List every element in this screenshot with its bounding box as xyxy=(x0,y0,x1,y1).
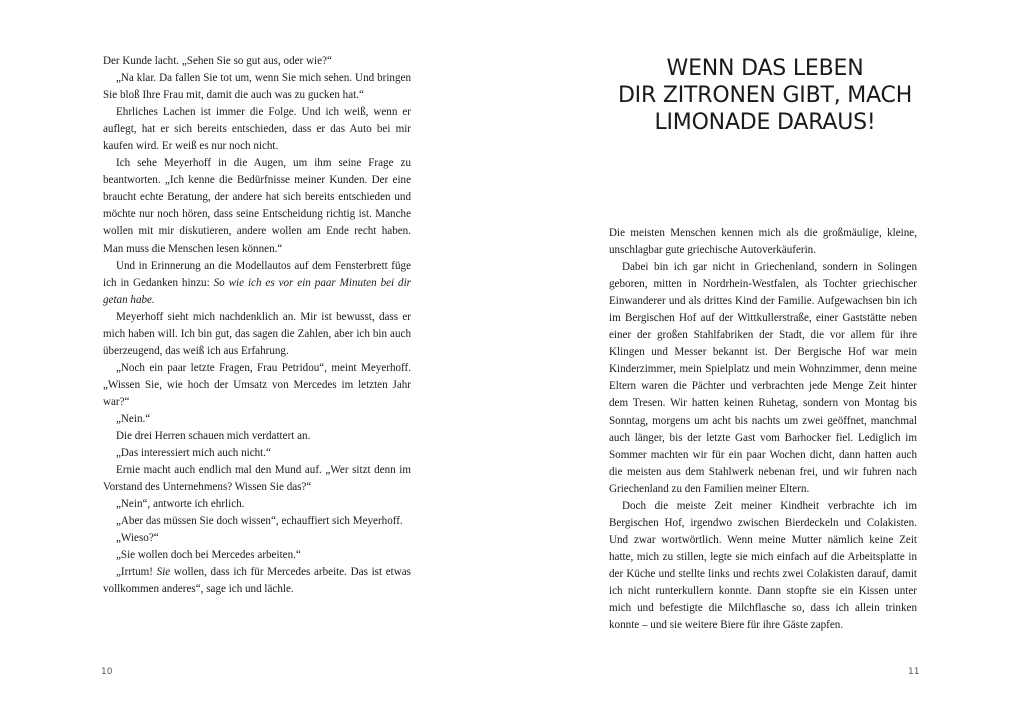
italic-word: Sie xyxy=(156,566,171,579)
paragraph: „Nein“, antworte ich ehrlich. xyxy=(116,498,245,511)
chapter-title-line: LIMONADE DARAUS! xyxy=(654,110,876,135)
left-body-text xyxy=(103,53,411,599)
paragraph: „Sie wollen doch bei Mercedes arbeiten.“ xyxy=(116,549,301,562)
right-page xyxy=(510,0,1020,721)
paragraph: Der Kunde lacht. „Sehen Sie so gut aus, oder wie?“ xyxy=(103,55,332,67)
right-body-text xyxy=(609,225,917,634)
paragraph: Ich sehe Meyerhoff in die Augen, um ihm seine Frage zu beantworten. „Ich kenne die Bedürfnisse meiner Kunden. Der eine braucht echte Beratung, der andere hat sich bereits entschieden und möchte nur noch hören, dass seine Entscheidung richtig ist. Manche wollen mit mir diskutieren, andere wollen am Ende recht haben. Man muss die Menschen lesen können.“ xyxy=(103,157,411,255)
chapter-title-line: WENN DAS LEBEN xyxy=(666,56,864,81)
paragraph-text: Und in Erinnerung an die Modellautos auf dem Fensterbrett füge ich in Gedanken hinzu: xyxy=(103,259,411,289)
paragraph: „Nein.“ xyxy=(116,412,151,425)
paragraph: Die drei Herren schauen mich verdattert an. xyxy=(116,430,311,443)
paragraph: Doch die meiste Zeit meiner Kindheit verbrachte ich im Bergischen Hof, irgendwo zwischen Bierdeckeln und Colakisten. Und zwar wortwörtlich. Wenn meine Mutter nämlich keine Zeit hatte, mich zu stillen, legte sie mich einfach auf die Arbeitsplatte in der Küche und stellte links und rechts zwei Colakisten darauf, damit ich nicht runterkullern konnte. Dann stopfte sie ein Kissen unter mich und befestigte die Milchflasche so, dass ich allein trinken konnte – und sie weitere Biere für ihre Gäste zapfen. xyxy=(609,499,917,632)
italic-thought: So wie ich es vor ein paar Minuten bei dir getan habe. xyxy=(103,276,411,306)
paragraph: Ehrliches Lachen ist immer die Folge. Und ich weiß, wenn er auflegt, hat er sich bereits entschieden, dass er das Auto bei mir kaufen wird. Er weiß es nur noch nicht. xyxy=(103,106,411,153)
paragraph-text: „Irrtum! xyxy=(116,566,157,579)
chapter-title xyxy=(550,55,980,136)
paragraph: „Na klar. Da fallen Sie tot um, wenn Sie mich sehen. Und bringen Sie bloß Ihre Frau mit, damit die auch was zu gucken hat.“ xyxy=(103,72,411,102)
paragraph: „Wieso?“ xyxy=(116,532,159,545)
paragraph: Dabei bin ich gar nicht in Griechenland, sondern in Solingen geboren, mitten in Nordrhein-Westfalen, als Tochter griechischer Einwanderer und als drittes Kind der Familie. Aufgewachsen bin ich im Bergischen Hof auf der Wittkullerstraße, einer Gaststätte neben einer der großen Stahlfabriken der Stadt, die vor allem für ihre Klingen und Messer bekannt ist. Der Bergische Hof war mein Kinderzimmer, mein Spielplatz und mein Wohnzimmer, denn meine Eltern waren die Pächter und verbrachten jede Menge Zeit hinter dem Tresen. Wir hatten keinen Ruhetag, sondern von Montag bis Sonntag, morgens um acht bis nachts um zwei geöffnet, manchmal auch länger, bis der letzte Gast vom Barhocker fiel. Lediglich im Sommer machten wir für ein paar Wochen dicht, dann hatten auch die meisten aus dem Stahlwerk nebenan frei, und wir fuhren nach Griechenland zu den Familien meiner Eltern. xyxy=(609,261,917,495)
chapter-title-line: DIR ZITRONEN GIBT, MACH xyxy=(617,83,913,108)
page-number-right: 11 xyxy=(908,667,920,677)
paragraph: „Das interessiert mich auch nicht.“ xyxy=(116,447,271,460)
page-number-left: 10 xyxy=(101,667,113,677)
paragraph: Die meisten Menschen kennen mich als die großmäulige, kleine, unschlagbar gute griechische Autoverkäuferin. xyxy=(609,227,917,257)
paragraph: Ernie macht auch endlich mal den Mund auf. „Wer sitzt denn im Vorstand des Unternehmens? Wissen Sie das?“ xyxy=(103,464,411,494)
paragraph xyxy=(103,258,411,309)
paragraph: Meyerhoff sieht mich nachdenklich an. Mir ist bewusst, dass er mich haben will. Ich bin gut, das sagen die Zahlen, aber ich bin auch überzeugend, das weiß ich aus Erfahrung. xyxy=(103,310,411,357)
paragraph: „Noch ein paar letzte Fragen, Frau Petridou“, meint Meyerhoff. „Wissen Sie, wie hoch der Umsatz von Mercedes im letzten Jahr war?“ xyxy=(103,361,411,408)
paragraph: „Aber das müssen Sie doch wissen“, echauffiert sich Meyerhoff. xyxy=(116,515,403,528)
paragraph-text: wollen, dass ich für Mercedes arbeite. Das ist etwas vollkommen anderes“, sage ich und lächle. xyxy=(103,566,412,596)
paragraph xyxy=(103,564,411,598)
